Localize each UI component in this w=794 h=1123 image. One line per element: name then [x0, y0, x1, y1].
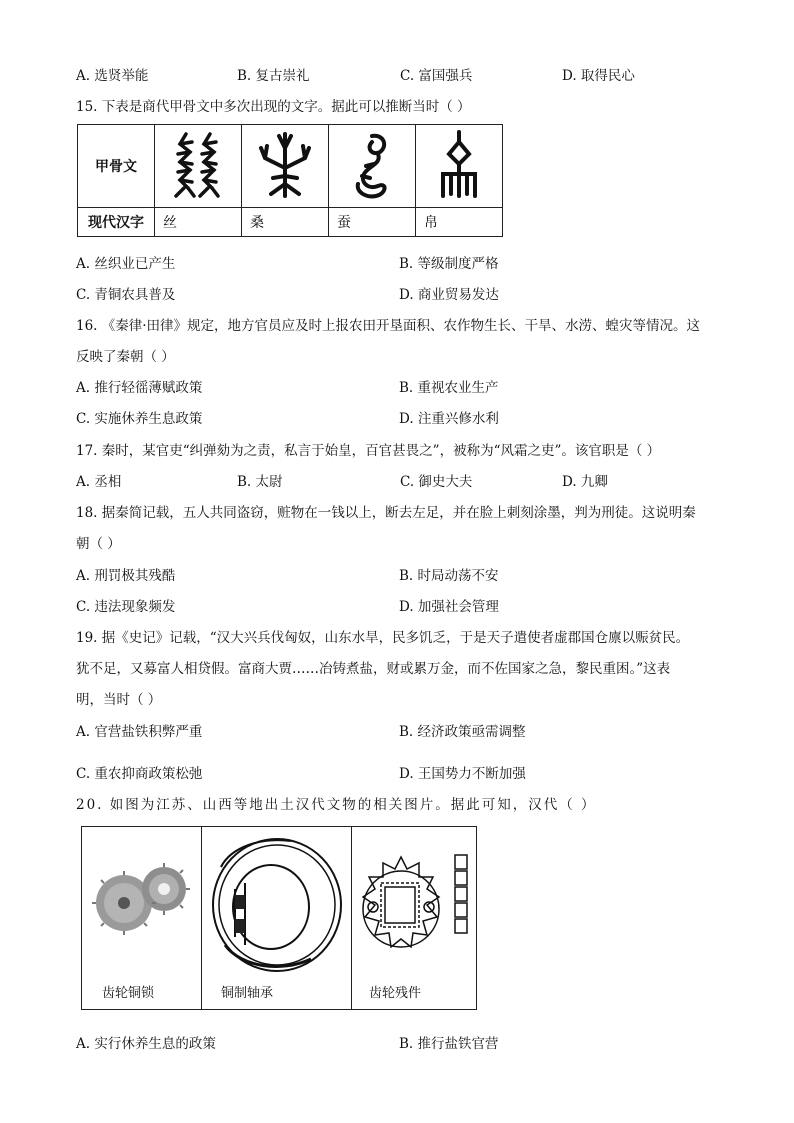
question-18-stem-line1: 18. 据秦简记载，五人共同盗窃，赃物在一钱以上，断去左足，并在脸上刺刻涂墨，判为刑徒。这说明秦 [76, 505, 696, 521]
figure-panel-gear-fragment [351, 827, 476, 1009]
option-a[interactable]: A. 官营盐铁积弊严重 [76, 724, 203, 740]
question-16-stem-line1: 16. 《秦律·田律》规定，地方官员应及时上报农田开垦面积、农作物生长、干旱、水涝、蝗灾等情况。这 [76, 318, 701, 334]
figure-caption-copper-bearing: 铜制轴承 [221, 986, 274, 1001]
option-c[interactable]: C. 重农抑商政策松弛 [76, 766, 203, 782]
option-a[interactable]: A. 选贤举能 [76, 68, 149, 84]
question-20-stem: 20. 如图为江苏、山西等地出土汉代文物的相关图片。据此可知，汉代（ ） [76, 797, 597, 813]
oracle-glyph-mulberry [242, 125, 329, 208]
oracle-glyph-silk [155, 125, 242, 208]
figure-panel-copper-bearing [201, 827, 352, 1009]
option-a[interactable]: A. 推行轻徭薄赋政策 [76, 380, 203, 396]
option-c[interactable]: C. 御史大夫 [400, 474, 473, 490]
modern-char-can: 蚕 [329, 208, 416, 237]
figure-panel-gear-lock [82, 827, 202, 1009]
artifact-figure [81, 826, 477, 1010]
gear-fragment-image [351, 827, 476, 977]
option-d[interactable]: D. 加强社会管理 [399, 599, 499, 615]
modern-row-label: 现代汉字 [78, 208, 155, 237]
option-c[interactable]: C. 青铜农具普及 [76, 287, 176, 303]
question-19-stem-line2: 犹不足，又募富人相贷假。富商大贾……冶铸煮盐，财或累万金，而不佐国家之急，黎民重困。”这表 [76, 661, 671, 677]
question-15-stem: 15. 下表是商代甲骨文中多次出现的文字。据此可以推断当时（ ） [76, 99, 471, 115]
modern-char-sang: 桑 [242, 208, 329, 237]
gear-lock-image [82, 827, 201, 977]
option-b[interactable]: B. 推行盐铁官营 [399, 1036, 499, 1052]
question-18-stem-line2: 朝（ ） [76, 536, 121, 552]
option-a[interactable]: A. 实行休养生息的政策 [76, 1036, 216, 1052]
option-d[interactable]: D. 取得民心 [562, 68, 635, 84]
oracle-glyph-silkworm [329, 125, 416, 208]
option-d[interactable]: D. 商业贸易发达 [399, 287, 499, 303]
oracle-bone-table [77, 124, 503, 237]
copper-bearing-image [201, 827, 351, 977]
option-a[interactable]: A. 丝织业已产生 [76, 256, 176, 272]
option-a[interactable]: A. 刑罚极其残酷 [76, 568, 176, 584]
option-b[interactable]: B. 等级制度严格 [399, 256, 499, 272]
option-d[interactable]: D. 九卿 [562, 474, 608, 490]
question-17-stem: 17. 秦时，某官吏“纠弹劾为之责，私言于始皇，百官甚畏之”，被称为“风霜之吏”。该官职是（ ） [76, 443, 661, 459]
figure-caption-gear-lock: 齿轮铜锁 [102, 986, 155, 1001]
option-c[interactable]: C. 实施休养生息政策 [76, 411, 203, 427]
option-b[interactable]: B. 经济政策亟需调整 [399, 724, 526, 740]
option-b[interactable]: B. 重视农业生产 [399, 380, 499, 396]
question-19-stem-line1: 19. 据《史记》记载，“汉大兴兵伐匈奴，山东水旱，民多饥乏，于是天子遣使者虚郡国仓廪以赈贫民。 [76, 630, 690, 646]
option-d[interactable]: D. 王国势力不断加强 [399, 766, 526, 782]
modern-char-bo: 帛 [416, 208, 503, 237]
option-b[interactable]: B. 时局动荡不安 [399, 568, 499, 584]
oracle-row-label: 甲骨文 [78, 125, 155, 208]
option-b[interactable]: B. 太尉 [237, 474, 283, 490]
modern-char-si: 丝 [155, 208, 242, 237]
figure-caption-gear-fragment: 齿轮残件 [369, 986, 422, 1001]
option-b[interactable]: B. 复古崇礼 [237, 68, 310, 84]
option-c[interactable]: C. 富国强兵 [400, 68, 473, 84]
option-d[interactable]: D. 注重兴修水利 [399, 411, 499, 427]
oracle-glyph-cloth [416, 125, 503, 208]
question-19-stem-line3: 明，当时（ ） [76, 692, 162, 708]
question-16-stem-line2: 反映了秦朝（ ） [76, 349, 175, 365]
option-a[interactable]: A. 丞相 [76, 474, 122, 490]
option-c[interactable]: C. 违法现象频发 [76, 599, 176, 615]
